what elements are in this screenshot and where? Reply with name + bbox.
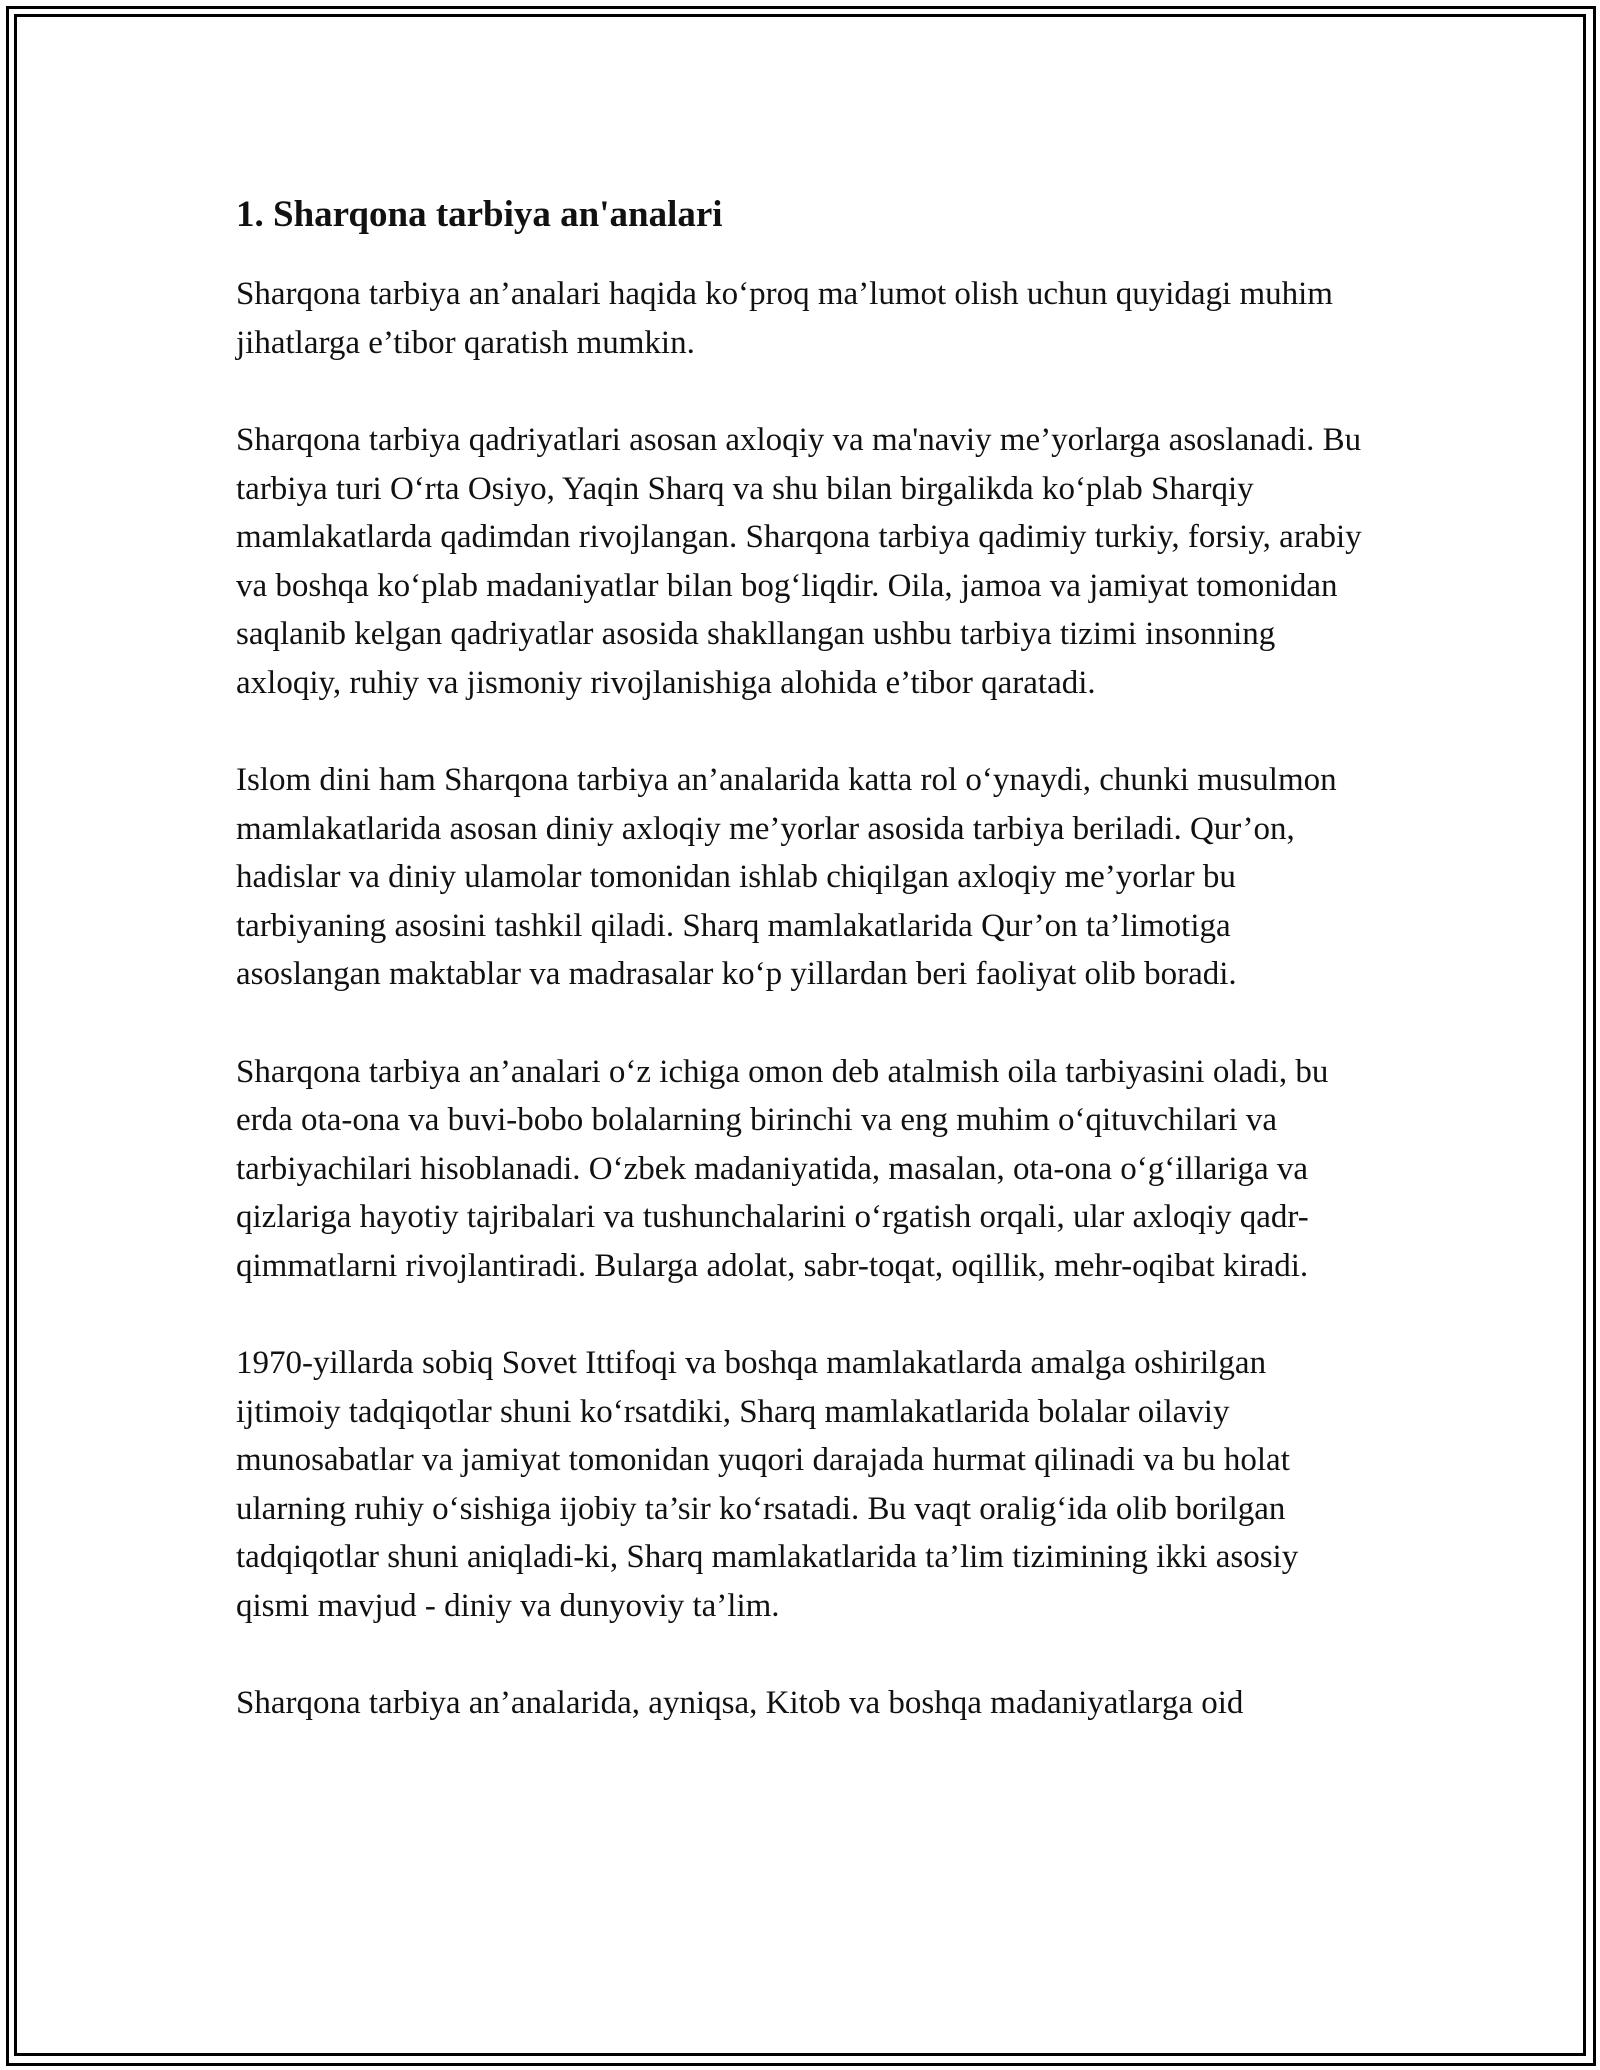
paragraph-research: 1970-yillarda sobiq Sovet Ittifoqi va boshqa mamlakatlarda amalga oshirilgan ijtimoiy tadqiqotlar shuni ko‘rsatdiki, Sharq mamlakatlarida bolalar oilaviy munosabatlar va jamiyat tomonidan yuqori darajada hurmat qilinadi va bu holat ularning ruhiy o‘sishiga ijobiy ta’sir ko‘rsatadi. Bu vaqt oralig‘ida olib borilgan tadqiqotlar shuni aniqladi-ki, Sharq mamlakatlarida ta’lim tizimining ikki asosiy qismi mavjud - diniy va dunyoviy ta’lim.: [236, 1345, 1299, 1624]
section-heading: 1. Sharqona tarbiya an'analari: [236, 194, 723, 235]
paragraph-intro: Sharqona tarbiya an’analari haqida ko‘proq ma’lumot olish uchun quyidagi muhim jihatlarga e’tibor qaratish mumkin.: [236, 276, 1333, 361]
paragraph-values: Sharqona tarbiya qadriyatlari asosan axloqiy va ma'naviy me’yorlarga asoslanadi. Bu tarbiya turi O‘rta Osiyo, Yaqin Sharq va shu bilan birgalikda ko‘plab Sharqiy mamlakatlarda qadimdan rivojlangan. Sharqona tarbiya qadimiy turkiy, forsiy, arabiy va boshqa ko‘plab madaniyatlar bilan bog‘liqdir. Oila, jamoa va jamiyat tomonidan saqlanib kelgan qadriyatlar asosida shakllangan ushbu tarbiya tizimi insonning axloqiy, ruhiy va jismoniy rivojlanishiga alohida e’tibor qaratadi.: [236, 422, 1362, 701]
document-body: [236, 190, 1376, 1777]
paragraph-islam: Islom dini ham Sharqona tarbiya an’analarida katta rol o‘ynaydi, chunki musulmon mamlakatlarida asosan diniy axloqiy me’yorlar asosida tarbiya beriladi. Qur’on, hadislar va diniy ulamolar tomonidan ishlab chiqilgan axloqiy me’yorlar bu tarbiyaning asosini tashkil qiladi. Sharq mamlakatlarida Qur’on ta’limotiga asoslangan maktablar va madrasalar ko‘p yillardan beri faoliyat olib boradi.: [236, 762, 1337, 992]
paragraph-closing: Sharqona tarbiya an’analarida, ayniqsa, Kitob va boshqa madaniyatlarga oid: [236, 1685, 1244, 1721]
paragraph-family: Sharqona tarbiya an’analari o‘z ichiga omon deb atalmish oila tarbiyasini oladi, bu erda ota-ona va buvi-bobo bolalarning birinchi va eng muhim o‘qituvchilari va tarbiyachilari hisoblanadi. O‘zbek madaniyatida, masalan, ota-ona o‘g‘illariga va qizlariga hayotiy tajribalari va tushunchalarini o‘rgatish orqali, ular axloqiy qadr-qimmatlarni rivojlantiradi. Bularga adolat, sabr-toqat, oqillik, mehr-oqibat kiradi.: [236, 1053, 1329, 1284]
